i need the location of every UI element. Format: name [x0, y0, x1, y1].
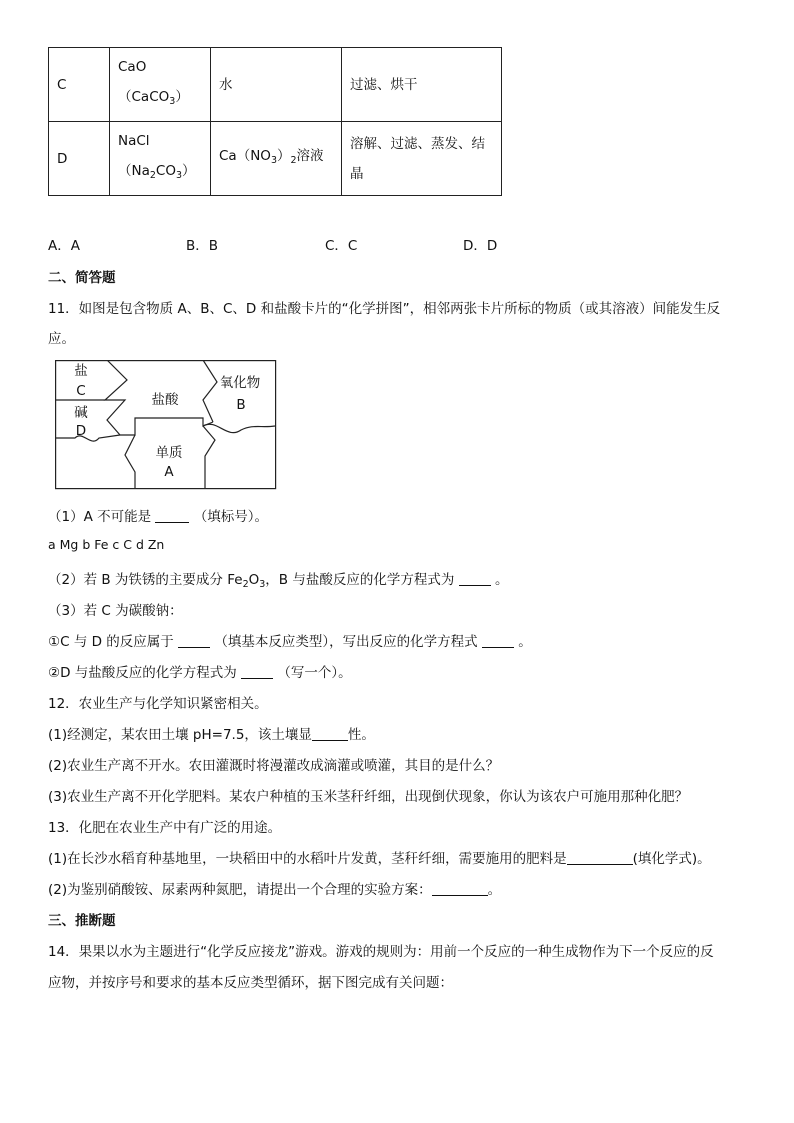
answer-blank[interactable] — [241, 664, 273, 679]
q12-part3: (3)农业生产离不开化学肥料。某农户种植的玉米茎秆纤细，出现倒伏现象，你认为该农户可施用那种化肥？ — [48, 789, 689, 805]
answer-choices — [48, 234, 497, 254]
section-title: 三、推断题 — [48, 913, 116, 929]
base-label: 碱 — [74, 405, 88, 421]
q12-part1: (1)经测定，某农田土壤 pH=7.5，该土壤显 性。 — [48, 727, 375, 743]
answer-blank[interactable] — [178, 633, 210, 648]
salt-letter: C — [76, 383, 86, 399]
answer-blank[interactable] — [155, 508, 189, 523]
q12-part2: (2)农业生产离不开水。农田灌溉时将漫灌改成滴灌或喷灌，其目的是什么？ — [48, 758, 500, 774]
impurity: （CaCO$_3$） — [118, 89, 189, 107]
answer-blank[interactable] — [459, 571, 491, 586]
base-letter: D — [75, 423, 87, 439]
choice-c[interactable]: C．C — [325, 238, 358, 254]
section-title: 二、简答题 — [48, 270, 116, 286]
q11-stem-line2: 应。 — [48, 331, 75, 347]
oxide-label: 氧化物 — [219, 375, 261, 391]
choice-a[interactable]: A．A — [48, 238, 80, 254]
element-label: 单质 — [155, 445, 183, 461]
q11-part3a: ①C 与 D 的反应属于 （填基本反应类型），写出反应的化学方程式 。 — [48, 634, 532, 650]
impurity: $(Na_2CO_3)$ — [118, 163, 196, 181]
choice-d[interactable]: D．D — [463, 238, 498, 254]
q14-stem-line2: 应物，并按序号和要求的基本反应类型循环，据下图完成有关问题： — [48, 975, 453, 991]
reagent-cell: $Ca(NO_3)_2$溶液 — [211, 122, 342, 196]
chemistry-puzzle-diagram — [55, 360, 277, 490]
method-text: 晶 — [350, 165, 364, 182]
q11-part2: （2）若 B 为铁锈的主要成分 $Fe_2O_3$，B 与盐酸反应的化学方程式为 。 — [48, 572, 509, 590]
q12-stem: 12．农业生产与化学知识紧密相关。 — [48, 696, 268, 712]
method-text: 过滤、烘干 — [350, 76, 418, 93]
q13-part1: (1)在长沙水稻育种基地里，一块稻田中的水稻叶片发黄，茎秆纤细，需要施用的肥料是 (填化学式)。 — [48, 851, 711, 867]
q11-part3: （3）若 C 为碳酸钠： — [48, 603, 183, 619]
answer-blank[interactable] — [432, 881, 488, 896]
purification-table — [48, 47, 502, 196]
table-row — [49, 48, 502, 122]
choice-b[interactable]: B．B — [186, 238, 219, 254]
answer-blank[interactable] — [312, 726, 348, 741]
method-cell — [342, 48, 502, 122]
row-id: D — [49, 122, 110, 196]
q11-part1-options: a Mg b Fe c C d Zn — [48, 537, 165, 552]
substance: CaO — [118, 59, 147, 75]
q14-stem-line1: 14．果果以水为主题进行“化学反应接龙”游戏。游戏的规则为：用前一个反应的一种生成物作为下一个反应的反 — [48, 944, 714, 960]
element-letter: A — [164, 464, 174, 480]
oxide-letter: B — [236, 397, 246, 413]
answer-blank[interactable] — [482, 633, 514, 648]
method-text: 溶解、过滤、蒸发、结 — [350, 135, 485, 152]
salt-label: 盐 — [74, 363, 88, 379]
reagent-cell: 水 — [211, 48, 342, 122]
q13-part2: (2)为鉴别硝酸铵、尿素两种氮肥，请提出一个合理的实验方案： 。 — [48, 882, 502, 898]
method-cell — [342, 122, 502, 196]
row-id: C — [49, 48, 110, 122]
substance: NaCl — [118, 133, 150, 149]
substance-cell — [110, 122, 211, 196]
answer-blank[interactable] — [567, 850, 633, 865]
q13-stem: 13．化肥在农业生产中有广泛的用途。 — [48, 820, 282, 836]
substance-cell — [110, 48, 211, 122]
table-row — [49, 122, 502, 196]
q11-stem-line1: 11．如图是包含物质 A、B、C、D 和盐酸卡片的“化学拼图”，相邻两张卡片所标的物质（或其溶液）间能发生反 — [48, 301, 721, 317]
q11-part1: （1）A 不可能是 （填标号）。 — [48, 509, 268, 525]
acid-label: 盐酸 — [151, 392, 179, 408]
q11-part3b: ②D 与盐酸反应的化学方程式为 （写一个）。 — [48, 665, 352, 681]
